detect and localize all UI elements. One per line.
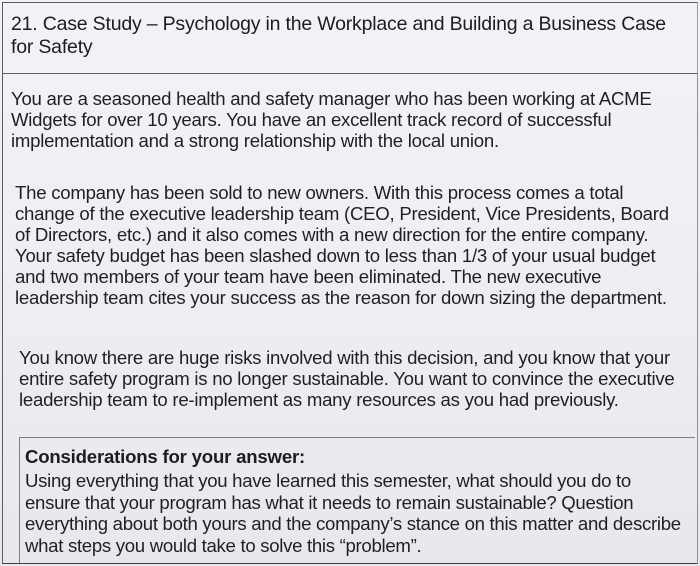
case-study-body xyxy=(2,74,698,564)
scenario-paragraph-3: You know there are huge risks involved with this decision, and you know that your entire safety program is no longer sustainable. You want to convince the executive leadership team to re-implement as many resources as you had previously. xyxy=(19,347,675,410)
case-study-title: 21. Case Study – Psychology in the Workplace and Building a Business Case for Safety xyxy=(11,13,666,58)
scenario-paragraph-1: You are a seasoned health and safety manager who has been working at ACME Widgets for over 10 years. You have an excellent track record of successful implementation and a strong relationship with the local union. xyxy=(11,88,652,151)
considerations-section xyxy=(19,437,695,563)
considerations-text: Using everything that you have learned this semester, what should you do to ensure that your program has what it needs to remain sustainable? Question everything about both yours and the company’s stance on this matter and describe what steps you would take to solve this “problem”. xyxy=(25,470,681,556)
case-study-page xyxy=(2,2,698,564)
considerations-left-rule xyxy=(19,438,20,563)
considerations-heading: Considerations for your answer: xyxy=(25,446,305,467)
title-box xyxy=(2,2,698,74)
scenario-paragraph-2: The company has been sold to new owners. With this process comes a total change of the executive leadership team (CEO, President, Vice Presidents, Board of Directors, etc.) and it also comes with a new direction for the entire company. Your safety budget has been slashed down to less than 1/3 of your usual budget and two members of your team have been eliminated. The new executive leadership team cites your success as the reason for down sizing the department. xyxy=(15,182,669,308)
